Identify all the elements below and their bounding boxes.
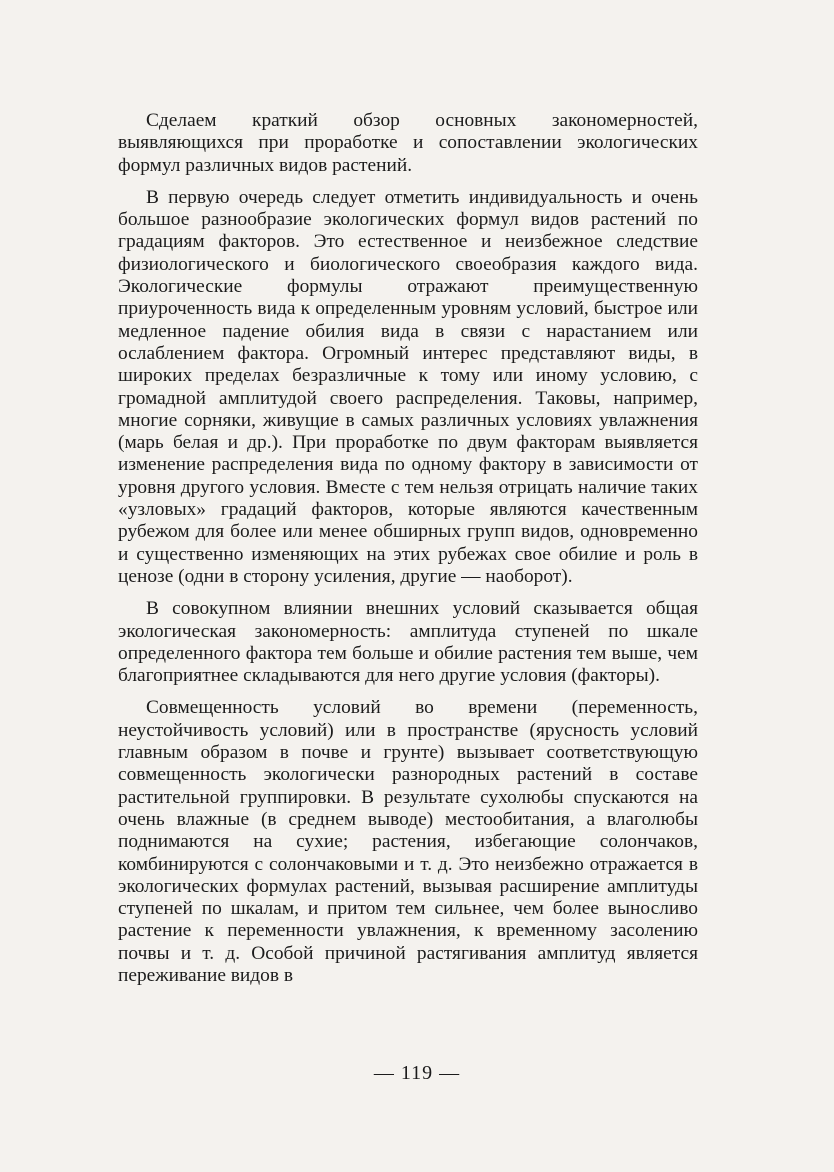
paragraph-combination-of-conditions: Совмещенность условий во времени (переменность, неустойчивость условий) или в пространстве (ярусность условий главным образом в почве и грунте) вызывает соответствующую совмещенность экологически разнородных растений в составе растительной группировки. В результате сухолюбы спускаются на очень влажные (в среднем выводе) местообитания, а влаголюбы поднимаются на сухие; растения, избегающие солончаков, комбинируются с солончаковыми и т. д. Это неизбежно отражается в экологических формулах растений, вызывая расширение амплитуды ступеней по шкалам, и притом тем сильнее, чем более выносливо растение к переменности увлажнения, к временному засолению почвы и т. д. Особой причиной растягивания амплитуд является переживание видов в (118, 697, 698, 986)
body-text (118, 110, 698, 997)
paragraph-individuality: В первую очередь следует отметить индивидуальность и очень большое разнообразие экологических формул видов растений по градациям факторов. Это естественное и неизбежное следствие физиологического и биологического своеобразия каждого вида. Экологические формулы отражают преимущественную приуроченность вида к определенным уровням условий, быстрое или медленное падение обилия вида в связи с нарастанием или ослаблением фактора. Огромный интерес представляют виды, в широких пределах безразличные к тому или иному условию, с громадной амплитудой своего распределения. Таковы, например, многие сорняки, живущие в самых различных условиях увлажнения (марь белая и др.). При проработке по двум факторам выявляется изменение распределения вида по одному фактору в зависимости от уровня другого условия. Вместе с тем нельзя отрицать наличие таких «узловых» градаций факторов, которые являются качественным рубежом для более или менее обширных групп видов, одновременно и существенно изменяющих на этих рубежах свое обилие и роль в ценозе (одни в сторону усиления, другие — наоборот). (118, 186, 698, 587)
page-number: — 119 — (373, 1062, 461, 1084)
paragraph-combined-influence: В совокупном влиянии внешних условий сказывается общая экологическая закономерность: амплитуда ступеней по шкале определенного фактора тем больше и обилие растения тем выше, чем благоприятнее складываются для него другие условия (факторы). (118, 598, 698, 687)
paragraph-overview: Сделаем краткий обзор основных закономерностей, выявляющихся при проработке и сопоставлении экологических формул различных видов растений. (118, 110, 698, 176)
